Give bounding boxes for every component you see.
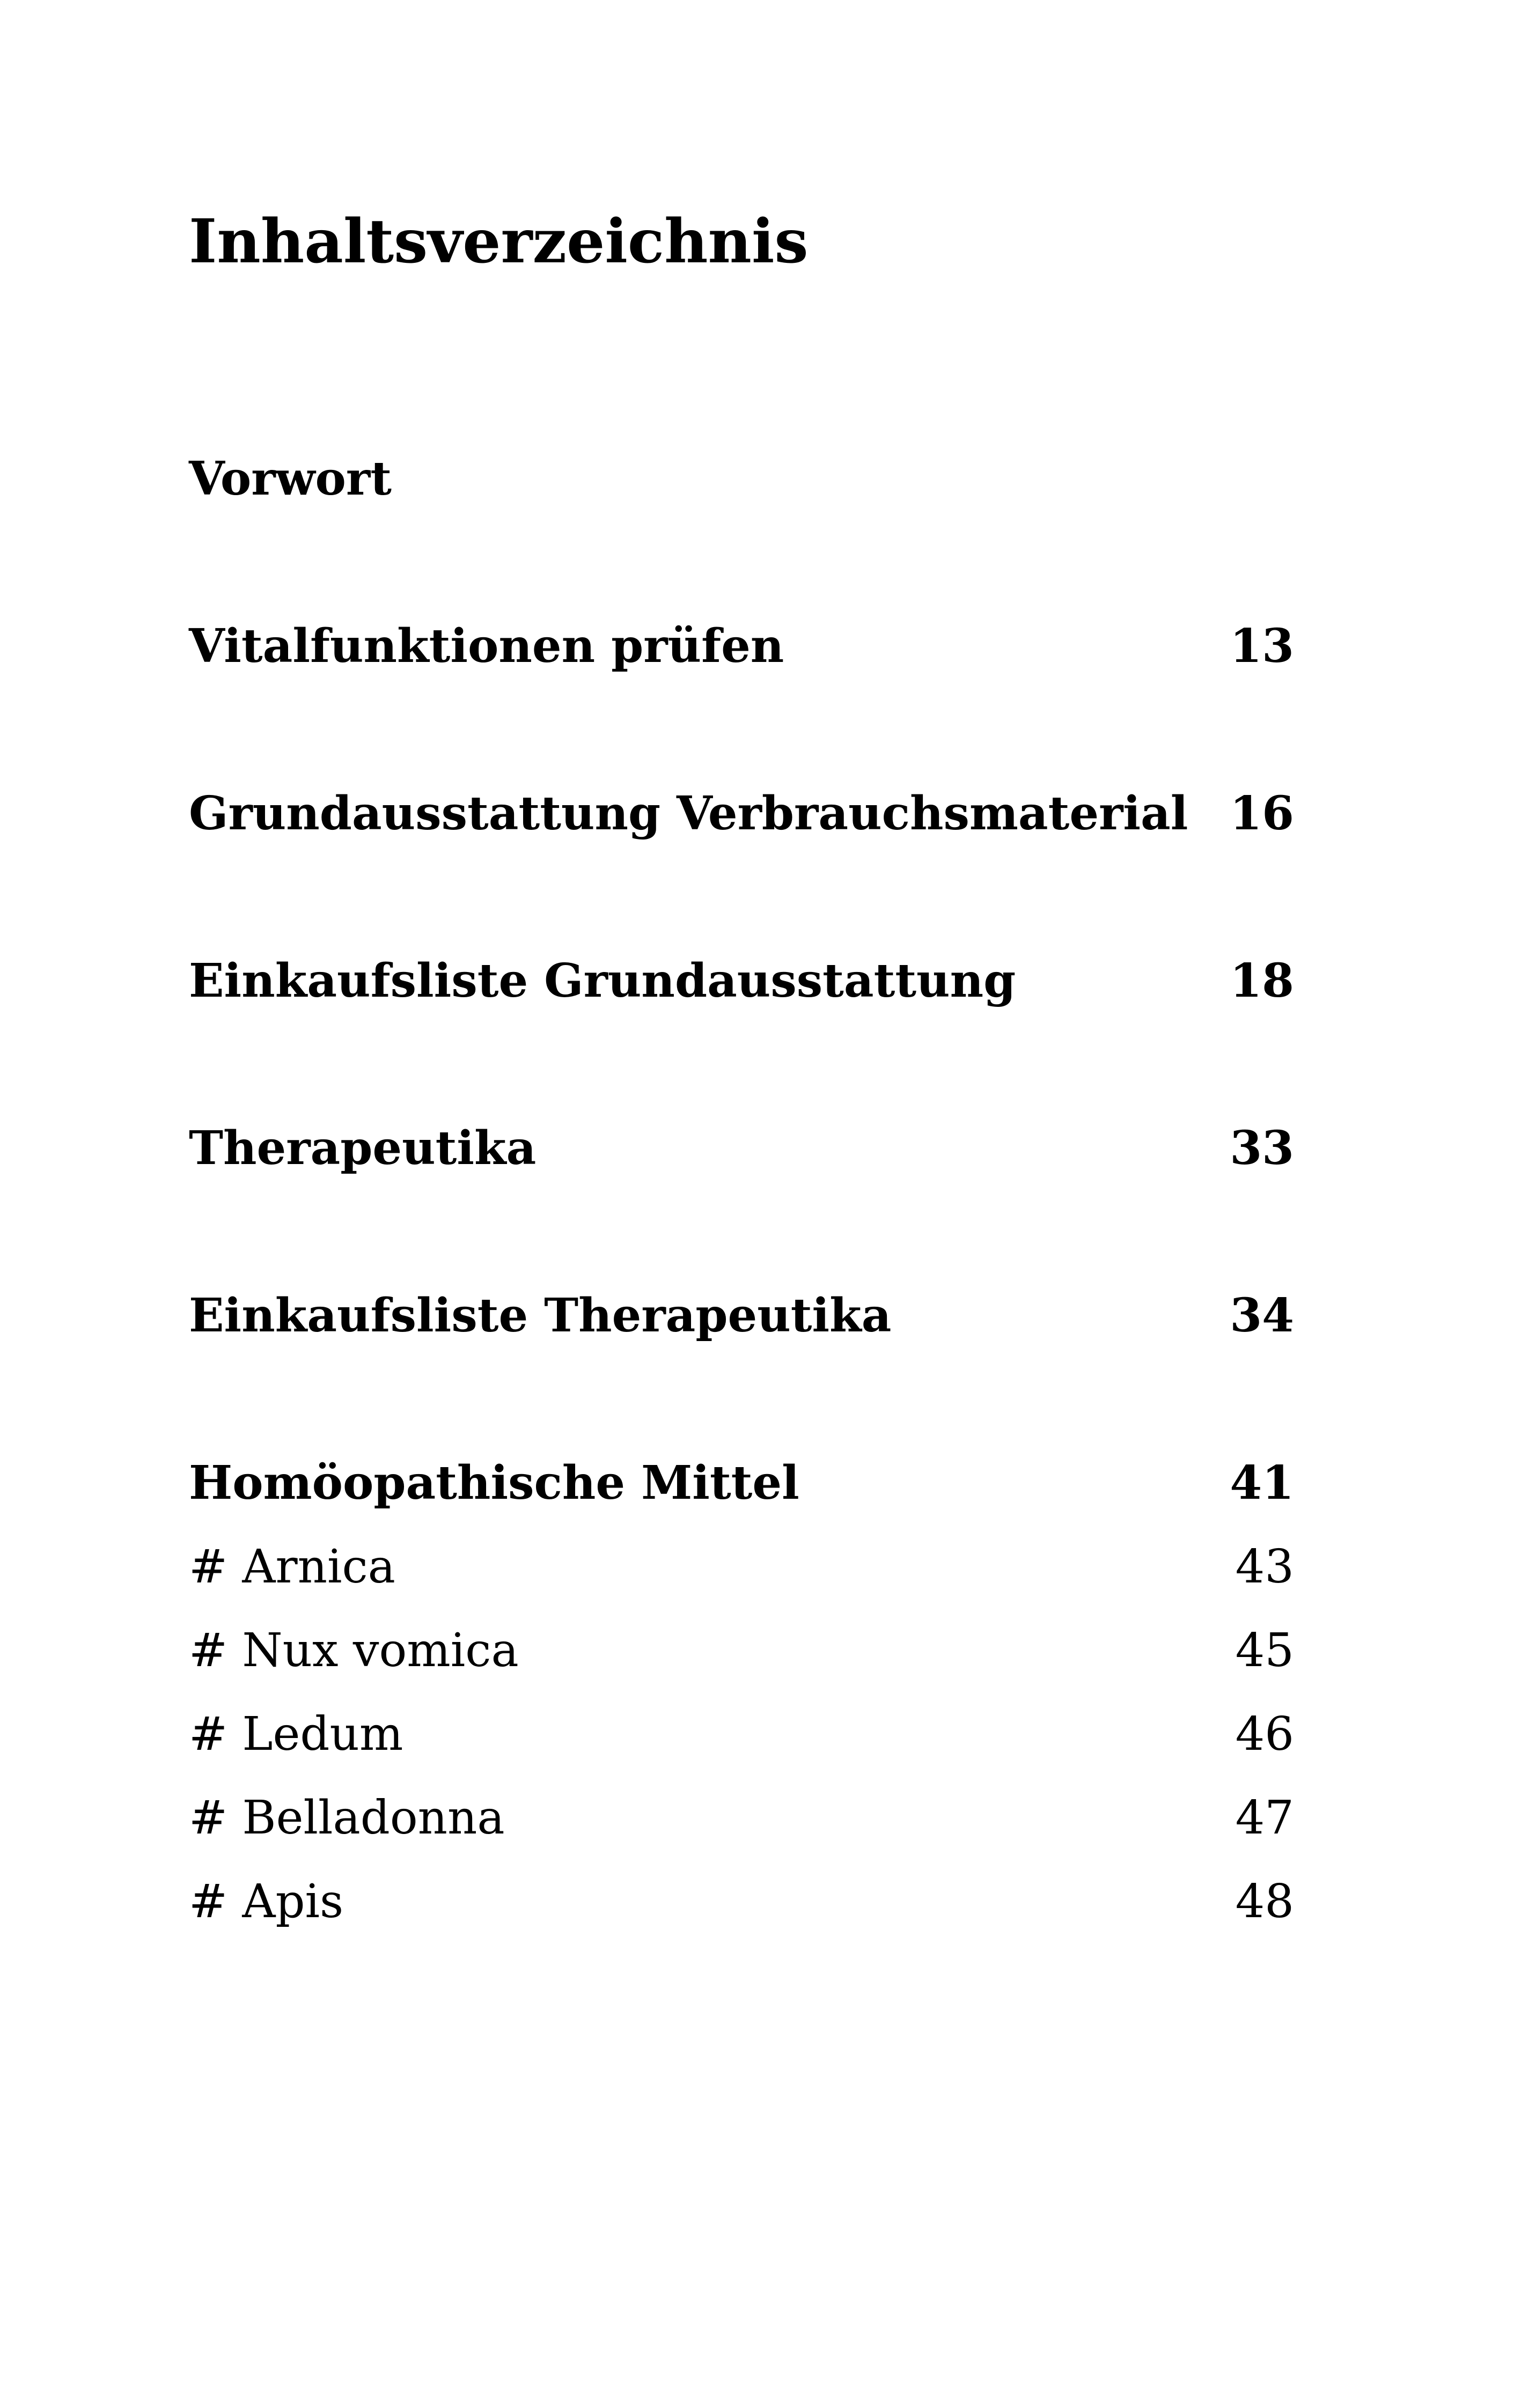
toc-entry-page: 13 (1230, 619, 1294, 673)
toc-entry-label: Grundausstattung Verbrauchsmaterial (189, 786, 1188, 841)
toc-entry-page: 34 (1230, 1288, 1294, 1343)
toc-subentry-apis (189, 1872, 1294, 1931)
toc-entry-page: 18 (1230, 954, 1294, 1008)
toc-entry-vitalfunktionen (189, 617, 1294, 676)
toc-subentry-page: 47 (1235, 1791, 1294, 1845)
toc-subentry-belladonna (189, 1788, 1294, 1847)
toc-entry-page: 41 (1230, 1456, 1294, 1510)
toc-entry-therapeutika (189, 1119, 1294, 1178)
toc-subentry-ledum (189, 1705, 1294, 1764)
toc-entry-label: Einkaufsliste Grundausstattung (189, 954, 1016, 1008)
toc-entry-vorwort (189, 450, 1294, 509)
toc-subentry-label: # Apis (189, 1875, 344, 1928)
toc-entry-homoeopathische-mittel (189, 1454, 1294, 1513)
toc-entry-label: Therapeutika (189, 1121, 537, 1175)
toc-entry-label: Homöopathische Mittel (189, 1456, 799, 1510)
toc-entry-label: Einkaufsliste Therapeutika (189, 1288, 892, 1343)
toc-entry-einkaufsliste-grundausstattung (189, 952, 1294, 1011)
toc-subentry-page: 46 (1235, 1707, 1294, 1761)
toc-entry-page: 33 (1230, 1121, 1294, 1175)
toc-subentry-page: 48 (1235, 1875, 1294, 1928)
toc-entry-label: Vitalfunktionen prüfen (189, 619, 784, 673)
page-title: Inhaltsverzeichnis (189, 207, 809, 277)
toc-subentry-label: # Belladonna (189, 1791, 505, 1845)
toc-entry-page: 16 (1230, 786, 1294, 841)
toc-entry-label: Vorwort (189, 452, 392, 506)
toc-subentry-label: # Nux vomica (189, 1624, 519, 1677)
toc-subentry-page: 45 (1235, 1624, 1294, 1677)
toc-entry-grundausstattung (189, 784, 1294, 843)
toc-subentry-label: # Ledum (189, 1707, 403, 1761)
toc-entry-einkaufsliste-therapeutika (189, 1286, 1294, 1345)
toc-subentry-arnica (189, 1537, 1294, 1596)
toc-subentry-nux-vomica (189, 1621, 1294, 1680)
toc-subentry-label: # Arnica (189, 1540, 395, 1594)
toc-subentry-page: 43 (1235, 1540, 1294, 1594)
